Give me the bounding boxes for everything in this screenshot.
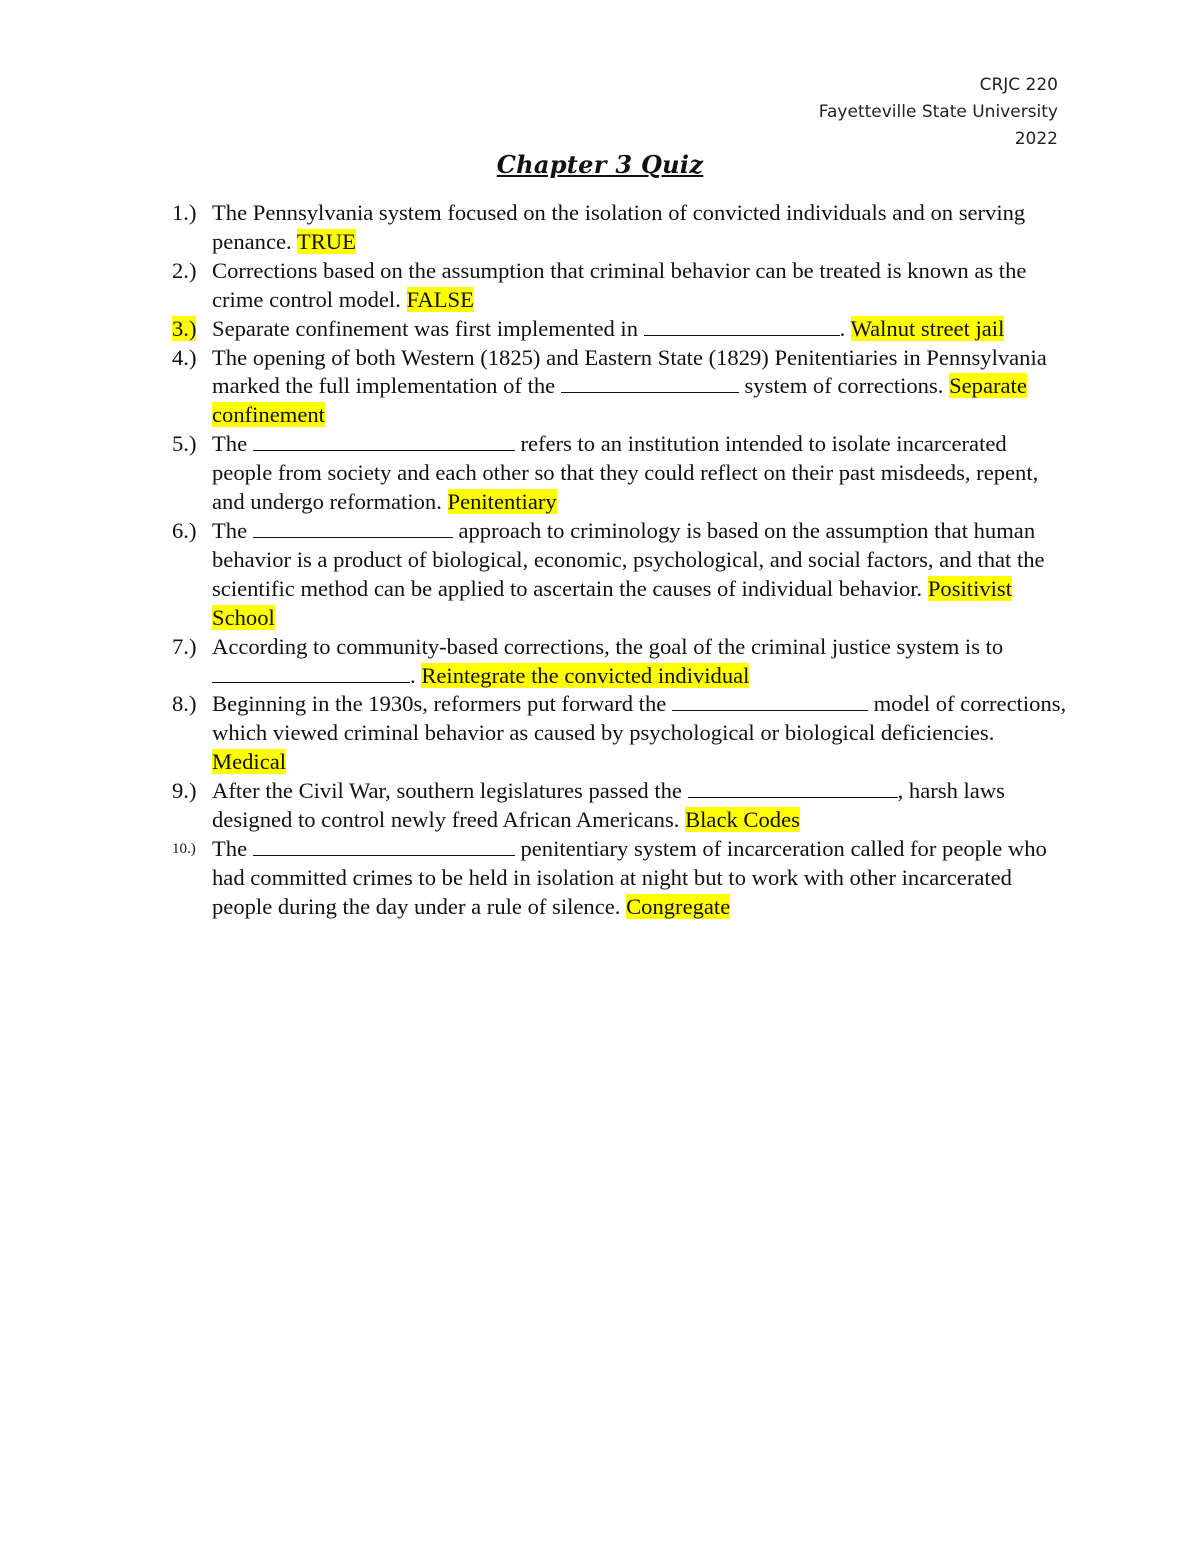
- answer-highlight: Walnut street jail: [850, 315, 1005, 341]
- question-number: 9.): [172, 778, 197, 804]
- course-code: CRJC 220: [979, 75, 1058, 95]
- question-10: 10.) The penitentiary system of incarceration called for people who had committed crimes to be held in isolation at night but to work with other incarcerated people during the day under a rule of silence. Congregate: [172, 835, 1072, 922]
- answer-blank: [212, 662, 410, 683]
- answer-highlight: Black Codes: [685, 807, 800, 833]
- question-text: Separate confinement was first implemented in: [212, 315, 639, 341]
- question-text: The: [212, 835, 248, 861]
- answer-highlight: Positivist School: [212, 575, 1012, 630]
- quiz-list: [172, 199, 1072, 922]
- question-number: 6.): [172, 517, 197, 543]
- page-title: Chapter 3 Quiz: [496, 150, 704, 179]
- question-text: The Pennsylvania system focused on the isolation of convicted individuals and on serving penance.: [212, 200, 1026, 254]
- university-name: Fayetteville State University: [818, 102, 1058, 122]
- answer-highlight: Penitentiary: [447, 489, 557, 515]
- question-text: Beginning in the 1930s, reformers put forward the: [212, 691, 667, 717]
- question-number: 4.): [172, 344, 197, 370]
- answer-blank: [253, 430, 515, 451]
- question-5: 5.) The refers to an institution intended to isolate incarcerated people from society and each other so that they could reflect on their past misdeeds, repent, and undergo reformation. Penitentiary: [172, 430, 1072, 517]
- question-8: 8.) Beginning in the 1930s, reformers put forward the model of corrections, which viewed criminal behavior as caused by psychological or biological deficiencies. Medical: [172, 690, 1072, 777]
- answer-blank: [644, 315, 840, 336]
- question-number: 1.): [172, 200, 197, 225]
- question-number: 3.): [172, 315, 197, 341]
- answer-highlight: FALSE: [406, 286, 474, 312]
- question-text: After the Civil War, southern legislatures passed the: [212, 778, 682, 804]
- question-text: The: [212, 431, 248, 457]
- question-1: [172, 199, 1072, 257]
- answer-highlight: Reintegrate the convicted individual: [421, 662, 750, 688]
- answer-blank: [253, 835, 515, 856]
- question-number: 5.): [172, 431, 197, 457]
- answer-highlight: Congregate: [626, 893, 731, 919]
- document-header: [819, 72, 1058, 153]
- question-number: 8.): [172, 691, 197, 717]
- year: 2022: [1014, 129, 1058, 149]
- answer-blank: [561, 372, 739, 393]
- question-2: [172, 257, 1072, 315]
- answer-highlight: TRUE: [296, 228, 356, 254]
- question-text: Corrections based on the assumption that criminal behavior can be treated is known as the crime control model.: [212, 257, 1027, 312]
- question-4: 4.) The opening of both Western (1825) and Eastern State (1829) Penitentiaries in Pennsylvania marked the full implementation of the system of corrections. Separate confinement: [172, 344, 1072, 431]
- question-9: 9.) After the Civil War, southern legislatures passed the , harsh laws designed to control newly freed African Americans. Black Codes: [172, 777, 1072, 835]
- question-6: 6.) The approach to criminology is based on the assumption that human behavior is a product of biological, economic, psychological, and social factors, and that the scientific method can be applied to ascertain the causes of individual behavior. Positivist School: [172, 517, 1072, 633]
- answer-blank: [688, 777, 898, 798]
- question-text: According to community-based corrections, the goal of the criminal justice system is to: [212, 633, 1004, 659]
- question-number: 2.): [172, 257, 197, 283]
- question-text: The: [212, 517, 248, 543]
- question-text: The opening of both Western (1825) and Eastern State (1829) Penitentiaries in Pennsylvania marked the full implementation of the: [212, 344, 1047, 399]
- question-3: 3.) Separate confinement was first implemented in . Walnut street jail: [172, 315, 1005, 341]
- answer-highlight: Separate confinement: [212, 373, 1027, 428]
- question-number: 7.): [172, 633, 197, 659]
- question-7: 7.) According to community-based corrections, the goal of the criminal justice system is to . Reintegrate the convicted individual: [172, 633, 1072, 691]
- answer-highlight: Medical: [212, 749, 287, 775]
- question-number: 10.): [172, 840, 196, 857]
- answer-blank: [672, 690, 868, 711]
- answer-blank: [253, 517, 453, 538]
